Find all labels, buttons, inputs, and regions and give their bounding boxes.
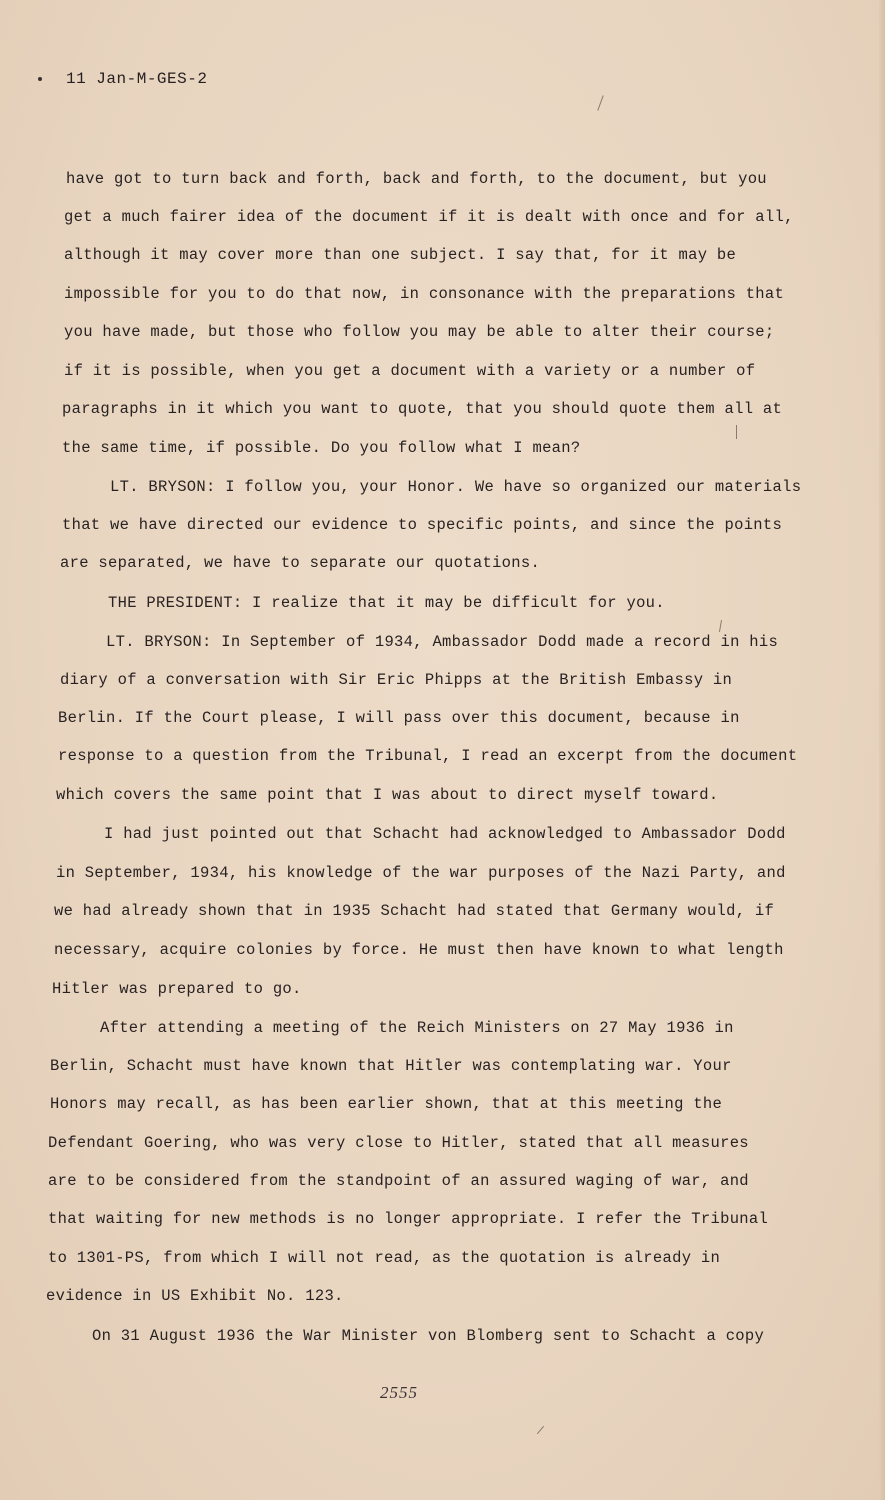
text-line: I had just pointed out that Schacht had acknowledged to Ambassador Dodd (104, 825, 786, 843)
text-line: that waiting for new methods is no longer appropriate. I refer the Tribunal (48, 1210, 769, 1228)
page-number: 2555 (380, 1383, 418, 1402)
text-line: Berlin, Schacht must have known that Hitler was contemplating war. Your (50, 1057, 732, 1075)
text-line: if it is possible, when you get a document with a variety or a number of (64, 362, 756, 380)
text-line: After attending a meeting of the Reich Ministers on 27 May 1936 in (100, 1019, 734, 1037)
reference-code: 11 Jan-M-GES-2 (66, 70, 208, 88)
text-line: THE PRESIDENT: I realize that it may be difficult for you. (108, 594, 665, 612)
text-line: we had already shown that in 1935 Schacht had stated that Germany would, if (54, 902, 775, 920)
text-line: LT. BRYSON: In September of 1934, Ambassador Dodd made a record in his (106, 633, 779, 651)
text-line: which covers the same point that I was about to direct myself toward. (56, 786, 719, 804)
text-line: evidence in US Exhibit No. 123. (46, 1287, 344, 1305)
text-line: impossible for you to do that now, in consonance with the preparations that (64, 285, 785, 303)
text-line: Honors may recall, as has been earlier shown, that at this meeting the (50, 1095, 723, 1113)
text-line: to 1301-PS, from which I will not read, as the quotation is already in (48, 1249, 721, 1267)
stray-pencil-mark (719, 620, 722, 632)
text-line: Hitler was prepared to go. (52, 980, 302, 998)
text-line: although it may cover more than one subject. I say that, for it may be (64, 246, 737, 264)
text-line: Berlin. If the Court please, I will pass over this document, because in (58, 709, 740, 727)
text-line: paragraphs in it which you want to quote, that you should quote them all at (62, 400, 783, 418)
text-line: get a much fairer idea of the document if it is dealt with once and for all, (64, 208, 794, 226)
text-line: have got to turn back and forth, back and forth, to the document, but you (66, 170, 767, 188)
text-line: in September, 1934, his knowledge of the war purposes of the Nazi Party, and (56, 864, 786, 882)
text-line: diary of a conversation with Sir Eric Phipps at the British Embassy in (60, 671, 733, 689)
bullet-mark (38, 77, 42, 81)
page-edge-shadow (879, 0, 885, 1500)
text-line: Defendant Goering, who was very close to Hitler, stated that all measures (48, 1134, 749, 1152)
text-line: are separated, we have to separate our quotations. (60, 554, 541, 572)
document-header (38, 70, 207, 88)
stray-pencil-mark (736, 425, 737, 439)
text-line: On 31 August 1936 the War Minister von Blomberg sent to Schacht a copy (92, 1327, 765, 1345)
text-line: the same time, if possible. Do you follow what I mean? (62, 439, 581, 457)
stray-pencil-mark (537, 1426, 544, 1434)
text-line: response to a question from the Tribunal, I read an excerpt from the document (58, 747, 798, 765)
text-line: LT. BRYSON: I follow you, your Honor. We have so organized our materials (110, 478, 802, 496)
stray-pencil-mark (597, 95, 603, 110)
text-line: necessary, acquire colonies by force. He must then have known to what length (54, 941, 784, 959)
text-line: that we have directed our evidence to specific points, and since the points (62, 516, 783, 534)
text-line: are to be considered from the standpoint of an assured waging of war, and (48, 1172, 749, 1190)
text-line: you have made, but those who follow you may be able to alter their course; (64, 323, 775, 341)
